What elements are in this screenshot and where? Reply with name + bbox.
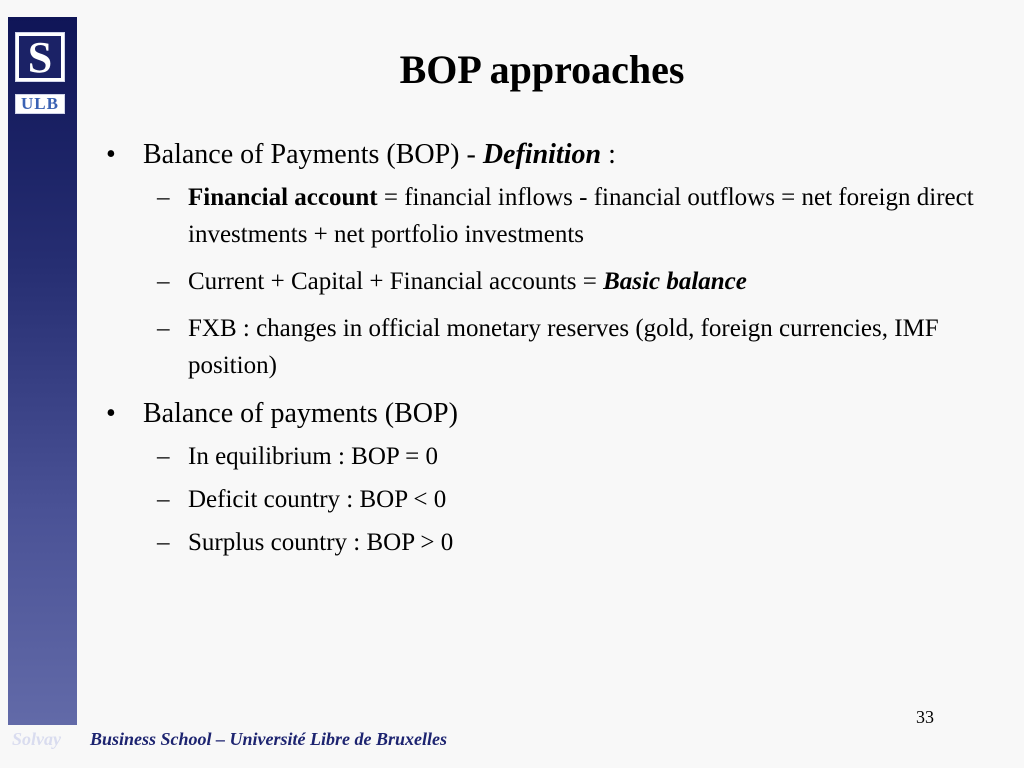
sub-bullet-text: Surplus country : BOP > 0 <box>188 529 454 556</box>
sub-bullet-text: Deficit country : BOP < 0 <box>188 486 447 513</box>
sub-bullet-equilibrium <box>100 438 1000 475</box>
footer-school-name: Business School – Université Libre de Bruxelles <box>90 729 448 749</box>
dash-marker: – <box>157 443 170 470</box>
sub-bullet-surplus <box>100 524 1000 561</box>
dash-marker: – <box>157 529 170 556</box>
sub-bullet-text: = financial inflows - financial outflows = net foreign direct investments + net portfolio investments <box>188 184 974 248</box>
dash-marker: – <box>157 268 170 295</box>
bullet-bop <box>100 394 1000 434</box>
sub-bullet-text: FXB : changes in official monetary reserves (gold, foreign currencies, IMF position) <box>188 315 939 379</box>
sub-bullet-emphasis: Basic balance <box>603 268 747 295</box>
page-number: 33 <box>916 707 934 727</box>
sub-bullet-text: Current + Capital + Financial accounts = <box>188 268 604 295</box>
sidebar-bar <box>8 17 77 725</box>
logo-letter: S <box>27 36 53 78</box>
sub-bullet-fxb <box>100 310 1000 384</box>
bullet-text: Balance of payments (BOP) <box>143 398 458 429</box>
bullet-bop-definition <box>100 135 1000 175</box>
sub-bullet-text: In equilibrium : BOP = 0 <box>188 443 438 470</box>
slide-content <box>100 135 1000 567</box>
bullet-marker: • <box>106 139 116 170</box>
sub-bullet-financial-account <box>100 179 1000 253</box>
sub-bullet-deficit <box>100 481 1000 518</box>
sub-bullet-bold: Financial account <box>188 184 378 211</box>
sub-bullet-basic-balance <box>100 263 1000 300</box>
bullet-emphasis: Definition <box>482 139 602 170</box>
slide-title: BOP approaches <box>399 47 685 92</box>
bullet-text: Balance of Payments (BOP) - <box>143 139 483 170</box>
ulb-logo-label <box>15 94 65 114</box>
dash-marker: – <box>157 486 170 513</box>
logo-emblem <box>19 36 61 78</box>
bullet-marker: • <box>106 398 116 429</box>
bullet-text-suffix: : <box>601 139 616 170</box>
logo-sub-label: ULB <box>21 94 59 113</box>
ulb-logo <box>15 32 65 82</box>
footer-solvay: Solvay <box>12 729 61 749</box>
dash-marker: – <box>157 184 170 211</box>
dash-marker: – <box>157 315 170 342</box>
